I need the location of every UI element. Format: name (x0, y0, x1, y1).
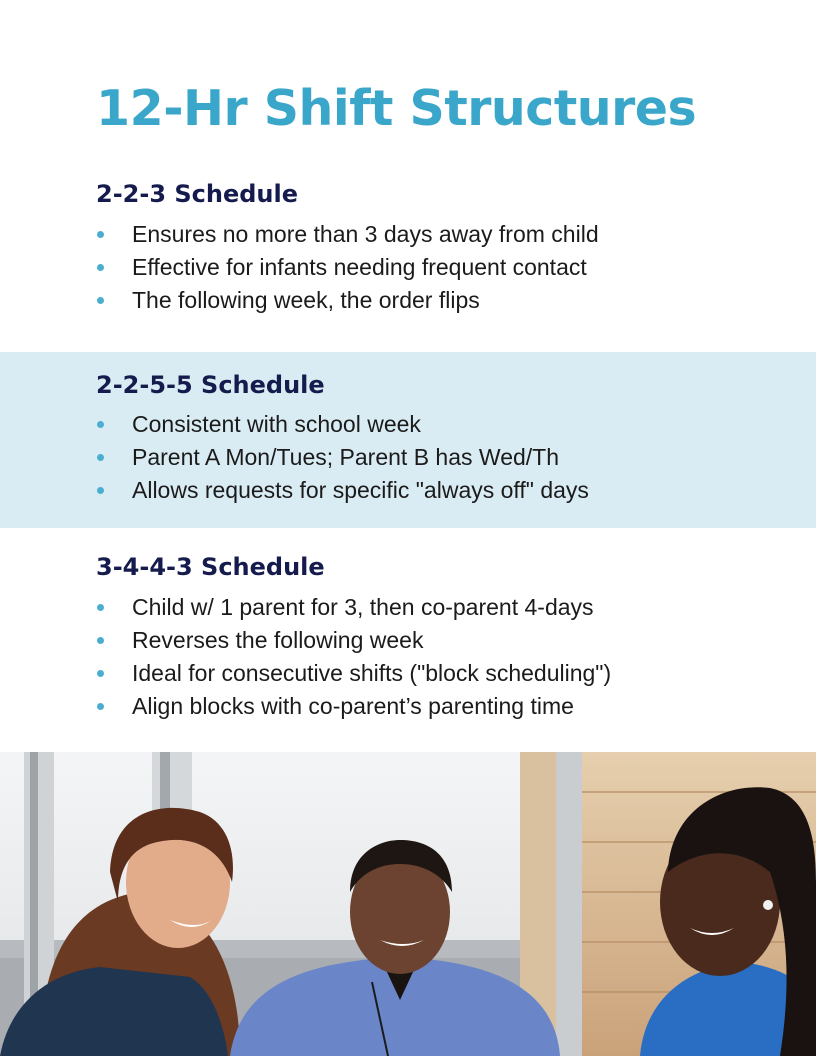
section-2-2-5-5 (0, 352, 816, 528)
page-title: 12-Hr Shift Structures (96, 80, 697, 137)
bullet-dot-icon (97, 487, 104, 494)
list-item-text: Ensures no more than 3 days away from child (132, 221, 599, 247)
section-3-4-4-3 (0, 528, 816, 752)
team-photo (0, 752, 816, 1056)
list-item-text: Parent A Mon/Tues; Parent B has Wed/Th (132, 444, 560, 470)
bullet-dot-icon (97, 421, 104, 428)
bullet-list (96, 591, 611, 723)
bullet-list (96, 408, 589, 507)
bullet-list (96, 218, 599, 317)
bullet-dot-icon (97, 637, 104, 644)
list-item (96, 441, 589, 474)
list-item (96, 284, 599, 317)
section-heading: 2-2-3 Schedule (96, 180, 299, 208)
bullet-dot-icon (97, 454, 104, 461)
section-heading: 3-4-4-3 Schedule (96, 553, 325, 581)
list-item (96, 408, 589, 441)
list-item (96, 657, 611, 690)
list-item (96, 624, 611, 657)
team-photo-illustration (0, 752, 816, 1056)
bullet-dot-icon (97, 231, 104, 238)
bullet-dot-icon (97, 703, 104, 710)
list-item-text: Allows requests for specific "always off" days (132, 477, 589, 503)
list-item (96, 218, 599, 251)
bullet-dot-icon (97, 297, 104, 304)
bullet-dot-icon (97, 670, 104, 677)
list-item-text: Child w/ 1 parent for 3, then co-parent 4-days (132, 594, 594, 620)
list-item (96, 591, 611, 624)
list-item-text: The following week, the order flips (132, 287, 480, 313)
list-item-text: Reverses the following week (132, 627, 424, 653)
list-item-text: Align blocks with co-parent’s parenting time (132, 693, 574, 719)
list-item-text: Effective for infants needing frequent contact (132, 254, 587, 280)
list-item (96, 474, 589, 507)
section-heading: 2-2-5-5 Schedule (96, 371, 325, 399)
section-2-2-3 (0, 170, 816, 352)
list-item (96, 251, 599, 284)
list-item (96, 690, 611, 723)
list-item-text: Ideal for consecutive shifts ("block scheduling") (132, 660, 612, 686)
bullet-dot-icon (97, 604, 104, 611)
bullet-dot-icon (97, 264, 104, 271)
list-item-text: Consistent with school week (132, 411, 421, 437)
